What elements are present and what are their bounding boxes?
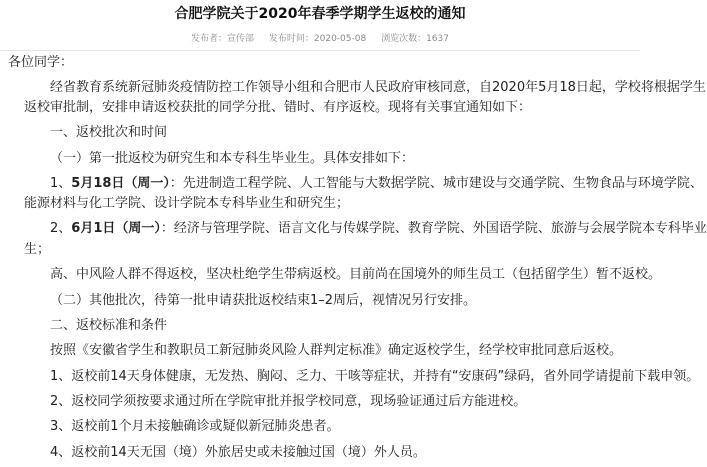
section-2-heading: 二、返校标准和条件 [50,318,168,333]
section-1-heading: 一、返校批次和时间 [50,125,168,140]
risk-notice-paragraph: 高、中风险人群不得返校，坚决杜绝学生带病返校。目前尚在国境外的师生员工（包括留学生）暂不返校。 [50,267,662,282]
section-1-other-batches: （二）其他批次，待第一批申请获批返校结束1–2周后，视情况另行安排。 [50,293,477,308]
schedule-item-2-line-1 [50,222,707,236]
publisher-text: 发布者：宣传部 [191,34,255,44]
view-count-text: 浏览次数：1637 [381,34,449,44]
schedule-item-1-date: 5月18日（周一） [71,176,170,191]
header-divider [0,50,640,51]
schedule-item-1-line-1 [50,177,703,191]
section-1-first-batch: （一）第一批返校为研究生和本专科生毕业生。具体安排如下： [50,151,415,166]
schedule-item-2-number: 2、 [50,221,72,236]
page-title: 合肥学院关于2020年春季学期学生返校的通知 [174,6,466,22]
intro-paragraph-line-1: 经省教育系统新冠肺炎疫情防控工作领导小组和合肥市人民政府审核同意，自2020年5月18日起，学校将根据学生 [50,80,706,95]
section-2-intro: 按照《安徽省学生和教职员工新冠肺炎风险人群判定标准》确定返校学生，经学校审批同意后返校。 [50,343,623,358]
schedule-item-2-date: 6月1日（周一） [71,221,161,236]
schedule-item-1-line-2: 能源材料与化工学院、设计学院本专科毕业生和研究生； [24,196,350,211]
greeting-paragraph: 各位同学： [8,55,74,70]
article-meta [0,33,640,45]
publish-date-text: 发布时间：2020-05-08 [268,34,367,44]
condition-item-1: 1、返校前14天身体健康，无发热、胸闷、乏力、干咳等症状，并持有“安康码”绿码，省外同学请提前下载申领。 [50,369,700,384]
intro-paragraph-line-2: 返校审批制，安排申请返校获批的同学分批、错时、有序返校。现将有关事宜通知如下： [24,100,532,115]
condition-item-2: 2、返校同学须按要求通过所在学院审批并报学校同意，现场验证通过后方能进校。 [50,394,527,409]
schedule-item-1-number: 1、 [50,176,72,191]
schedule-item-1-text: ：先进制造工程学院、人工智能与大数据学院、城市建设与交通学院、生物食品与环境学院、 [169,176,703,191]
schedule-item-2-line-2: 生； [24,242,51,257]
condition-item-4: 4、返校前14天无国（境）外旅居史或未接触过国（境）外人员。 [50,445,426,460]
condition-item-3: 3、返校前1个月未接触确诊或疑似新冠肺炎患者。 [50,419,340,434]
schedule-item-2-text: ：经济与管理学院、语言文化与传媒学院、教育学院、外国语学院、旅游与会展学院本专科毕业 [160,221,707,236]
